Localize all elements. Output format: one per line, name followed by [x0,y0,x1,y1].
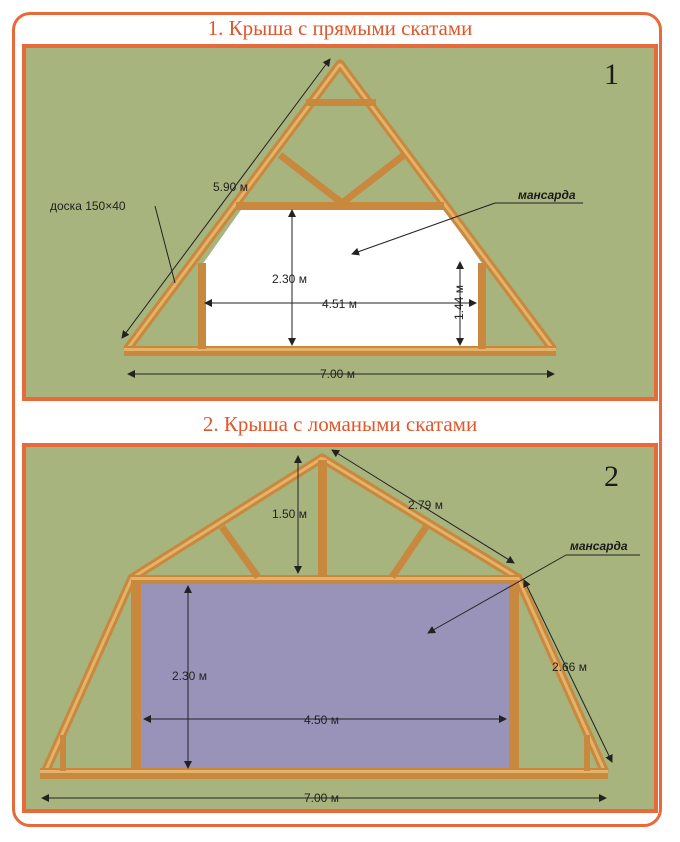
top-height-label-2: 1.50 м [272,507,307,521]
section1-title: 1. Крыша с прямыми скатами [207,16,473,40]
board-label: доска 150×40 [50,199,126,213]
width-label-1: 4.51 м [322,297,357,311]
height-label-1: 2.30 м [272,272,307,286]
upper-rafter-label-2: 2.79 м [408,498,443,512]
section1-number: 1 [604,58,619,91]
wall-height-label-1: 1.44 м [452,285,466,320]
base-label-1: 7.00 м [320,367,355,381]
attic-area-1 [202,207,483,348]
width-label-2: 4.50 м [304,713,339,727]
attic-label-1: мансарда [518,188,576,202]
attic-label-2: мансарда [570,539,628,553]
truss-1 [124,64,556,356]
lower-rafter-label-2: 2.66 м [552,660,587,674]
base-label-2: 7.00 м [304,791,339,805]
section2-title: 2. Крыша с ломаными скатами [202,412,478,436]
truss-2 [40,458,608,779]
rafter-length-label-1: 5.90 м [213,180,248,194]
section2-number: 2 [604,460,619,493]
height-label-2: 2.30 м [172,669,207,683]
